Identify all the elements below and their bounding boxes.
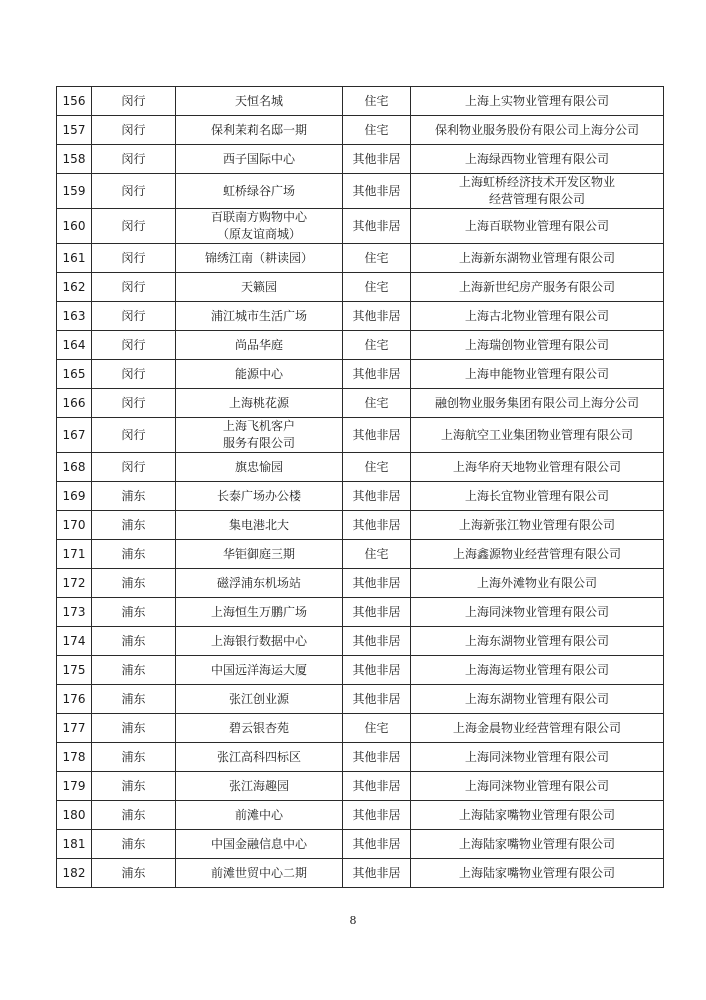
property-type-cell: 其他非居 bbox=[343, 209, 411, 244]
management-company-cell: 上海同涞物业管理有限公司 bbox=[411, 772, 664, 801]
row-number-cell: 175 bbox=[57, 656, 92, 685]
table-row bbox=[57, 174, 664, 209]
property-name-cell: 浦江城市生活广场 bbox=[176, 302, 343, 331]
district-cell: 浦东 bbox=[92, 830, 176, 859]
district-cell: 浦东 bbox=[92, 801, 176, 830]
property-type-cell: 其他非居 bbox=[343, 360, 411, 389]
row-number-cell: 181 bbox=[57, 830, 92, 859]
table-row bbox=[57, 511, 664, 540]
row-number-cell: 180 bbox=[57, 801, 92, 830]
row-number-cell: 171 bbox=[57, 540, 92, 569]
row-number-cell: 174 bbox=[57, 627, 92, 656]
management-company-cell: 上海新世纪房产服务有限公司 bbox=[411, 273, 664, 302]
row-number-cell: 163 bbox=[57, 302, 92, 331]
table-row bbox=[57, 569, 664, 598]
row-number-cell: 177 bbox=[57, 714, 92, 743]
management-company-cell: 上海航空工业集团物业管理有限公司 bbox=[411, 418, 664, 453]
property-type-cell: 其他非居 bbox=[343, 511, 411, 540]
row-number-cell: 166 bbox=[57, 389, 92, 418]
property-name-cell: 尚品华庭 bbox=[176, 331, 343, 360]
district-cell: 闵行 bbox=[92, 453, 176, 482]
property-type-cell: 住宅 bbox=[343, 244, 411, 273]
property-type-cell: 住宅 bbox=[343, 331, 411, 360]
management-company-cell: 上海同涞物业管理有限公司 bbox=[411, 743, 664, 772]
management-company-cell: 上海华府天地物业管理有限公司 bbox=[411, 453, 664, 482]
table-row bbox=[57, 87, 664, 116]
management-company-cell: 上海金晨物业经营管理有限公司 bbox=[411, 714, 664, 743]
property-name-cell: 长泰广场办公楼 bbox=[176, 482, 343, 511]
table-row bbox=[57, 145, 664, 174]
property-type-cell: 其他非居 bbox=[343, 801, 411, 830]
district-cell: 浦东 bbox=[92, 685, 176, 714]
row-number-cell: 172 bbox=[57, 569, 92, 598]
property-name-cell: 碧云银杏苑 bbox=[176, 714, 343, 743]
district-cell: 闵行 bbox=[92, 331, 176, 360]
table-row bbox=[57, 598, 664, 627]
property-name-cell: 上海银行数据中心 bbox=[176, 627, 343, 656]
property-name-cell: 上海飞机客户 服务有限公司 bbox=[176, 418, 343, 453]
district-cell: 闵行 bbox=[92, 389, 176, 418]
property-type-cell: 住宅 bbox=[343, 273, 411, 302]
row-number-cell: 162 bbox=[57, 273, 92, 302]
row-number-cell: 156 bbox=[57, 87, 92, 116]
management-company-cell: 上海海运物业管理有限公司 bbox=[411, 656, 664, 685]
table-row bbox=[57, 116, 664, 145]
table-row bbox=[57, 209, 664, 244]
district-cell: 浦东 bbox=[92, 859, 176, 888]
property-type-cell: 住宅 bbox=[343, 389, 411, 418]
management-company-cell: 上海绿西物业管理有限公司 bbox=[411, 145, 664, 174]
table-row bbox=[57, 540, 664, 569]
table-row bbox=[57, 360, 664, 389]
page-number: 8 bbox=[349, 914, 357, 927]
property-name-cell: 天恒名城 bbox=[176, 87, 343, 116]
property-name-cell: 前滩世贸中心二期 bbox=[176, 859, 343, 888]
district-cell: 闵行 bbox=[92, 302, 176, 331]
table-body bbox=[57, 87, 664, 888]
property-type-cell: 住宅 bbox=[343, 453, 411, 482]
district-cell: 浦东 bbox=[92, 714, 176, 743]
table-row bbox=[57, 482, 664, 511]
property-type-cell: 住宅 bbox=[343, 87, 411, 116]
table-row bbox=[57, 714, 664, 743]
row-number-cell: 167 bbox=[57, 418, 92, 453]
table-row bbox=[57, 656, 664, 685]
row-number-cell: 170 bbox=[57, 511, 92, 540]
property-type-cell: 其他非居 bbox=[343, 418, 411, 453]
district-cell: 闵行 bbox=[92, 174, 176, 209]
table-row bbox=[57, 331, 664, 360]
district-cell: 浦东 bbox=[92, 482, 176, 511]
management-company-cell: 融创物业服务集团有限公司上海分公司 bbox=[411, 389, 664, 418]
property-name-cell: 集电港北大 bbox=[176, 511, 343, 540]
table-row bbox=[57, 830, 664, 859]
management-company-cell: 上海新张江物业管理有限公司 bbox=[411, 511, 664, 540]
table-row bbox=[57, 418, 664, 453]
table-row bbox=[57, 743, 664, 772]
management-company-cell: 上海古北物业管理有限公司 bbox=[411, 302, 664, 331]
management-company-cell: 上海申能物业管理有限公司 bbox=[411, 360, 664, 389]
district-cell: 浦东 bbox=[92, 627, 176, 656]
property-name-cell: 天籁园 bbox=[176, 273, 343, 302]
property-type-cell: 其他非居 bbox=[343, 859, 411, 888]
property-name-cell: 磁浮浦东机场站 bbox=[176, 569, 343, 598]
table-row bbox=[57, 389, 664, 418]
property-type-cell: 其他非居 bbox=[343, 743, 411, 772]
property-type-cell: 其他非居 bbox=[343, 569, 411, 598]
table-row bbox=[57, 801, 664, 830]
property-type-cell: 其他非居 bbox=[343, 174, 411, 209]
management-company-cell: 上海陆家嘴物业管理有限公司 bbox=[411, 830, 664, 859]
row-number-cell: 159 bbox=[57, 174, 92, 209]
district-cell: 浦东 bbox=[92, 743, 176, 772]
district-cell: 浦东 bbox=[92, 569, 176, 598]
management-company-cell: 保利物业服务股份有限公司上海分公司 bbox=[411, 116, 664, 145]
district-cell: 闵行 bbox=[92, 418, 176, 453]
district-cell: 浦东 bbox=[92, 598, 176, 627]
property-type-cell: 其他非居 bbox=[343, 598, 411, 627]
district-cell: 浦东 bbox=[92, 511, 176, 540]
property-name-cell: 西子国际中心 bbox=[176, 145, 343, 174]
management-company-cell: 上海同涞物业管理有限公司 bbox=[411, 598, 664, 627]
table-row bbox=[57, 627, 664, 656]
property-name-cell: 旗忠愉园 bbox=[176, 453, 343, 482]
district-cell: 浦东 bbox=[92, 656, 176, 685]
row-number-cell: 165 bbox=[57, 360, 92, 389]
management-company-cell: 上海瑞创物业管理有限公司 bbox=[411, 331, 664, 360]
table-row bbox=[57, 302, 664, 331]
row-number-cell: 164 bbox=[57, 331, 92, 360]
property-type-cell: 其他非居 bbox=[343, 627, 411, 656]
district-cell: 浦东 bbox=[92, 772, 176, 801]
row-number-cell: 176 bbox=[57, 685, 92, 714]
district-cell: 闵行 bbox=[92, 273, 176, 302]
district-cell: 浦东 bbox=[92, 540, 176, 569]
property-name-cell: 保利茉莉名邸一期 bbox=[176, 116, 343, 145]
management-company-cell: 上海东湖物业管理有限公司 bbox=[411, 627, 664, 656]
row-number-cell: 179 bbox=[57, 772, 92, 801]
table-row bbox=[57, 453, 664, 482]
row-number-cell: 178 bbox=[57, 743, 92, 772]
property-name-cell: 张江海趣园 bbox=[176, 772, 343, 801]
management-company-cell: 上海东湖物业管理有限公司 bbox=[411, 685, 664, 714]
property-type-cell: 住宅 bbox=[343, 714, 411, 743]
row-number-cell: 160 bbox=[57, 209, 92, 244]
property-name-cell: 华钜御庭三期 bbox=[176, 540, 343, 569]
table-row bbox=[57, 859, 664, 888]
property-type-cell: 其他非居 bbox=[343, 772, 411, 801]
district-cell: 闵行 bbox=[92, 87, 176, 116]
property-type-cell: 其他非居 bbox=[343, 656, 411, 685]
property-name-cell: 前滩中心 bbox=[176, 801, 343, 830]
property-name-cell: 上海桃花源 bbox=[176, 389, 343, 418]
district-cell: 闵行 bbox=[92, 360, 176, 389]
table-row bbox=[57, 772, 664, 801]
management-company-cell: 上海陆家嘴物业管理有限公司 bbox=[411, 859, 664, 888]
management-company-cell: 上海上实物业管理有限公司 bbox=[411, 87, 664, 116]
management-company-cell: 上海百联物业管理有限公司 bbox=[411, 209, 664, 244]
district-cell: 闵行 bbox=[92, 145, 176, 174]
row-number-cell: 157 bbox=[57, 116, 92, 145]
table-row bbox=[57, 685, 664, 714]
property-type-cell: 其他非居 bbox=[343, 482, 411, 511]
table-row bbox=[57, 273, 664, 302]
property-name-cell: 中国远洋海运大厦 bbox=[176, 656, 343, 685]
management-company-cell: 上海长宜物业管理有限公司 bbox=[411, 482, 664, 511]
district-cell: 闵行 bbox=[92, 244, 176, 273]
property-type-cell: 住宅 bbox=[343, 116, 411, 145]
row-number-cell: 182 bbox=[57, 859, 92, 888]
property-name-cell: 张江创业源 bbox=[176, 685, 343, 714]
district-cell: 闵行 bbox=[92, 116, 176, 145]
row-number-cell: 173 bbox=[57, 598, 92, 627]
row-number-cell: 169 bbox=[57, 482, 92, 511]
district-cell: 闵行 bbox=[92, 209, 176, 244]
property-list-table bbox=[56, 86, 664, 888]
property-type-cell: 其他非居 bbox=[343, 145, 411, 174]
row-number-cell: 158 bbox=[57, 145, 92, 174]
management-company-cell: 上海新东湖物业管理有限公司 bbox=[411, 244, 664, 273]
row-number-cell: 161 bbox=[57, 244, 92, 273]
table-row bbox=[57, 244, 664, 273]
management-company-cell: 上海陆家嘴物业管理有限公司 bbox=[411, 801, 664, 830]
property-name-cell: 能源中心 bbox=[176, 360, 343, 389]
management-company-cell: 上海外滩物业有限公司 bbox=[411, 569, 664, 598]
property-name-cell: 张江高科四标区 bbox=[176, 743, 343, 772]
management-company-cell: 上海虹桥经济技术开发区物业 经营管理有限公司 bbox=[411, 174, 664, 209]
property-type-cell: 其他非居 bbox=[343, 830, 411, 859]
property-type-cell: 住宅 bbox=[343, 540, 411, 569]
property-name-cell: 虹桥绿谷广场 bbox=[176, 174, 343, 209]
property-type-cell: 其他非居 bbox=[343, 685, 411, 714]
property-name-cell: 百联南方购物中心 （原友谊商城） bbox=[176, 209, 343, 244]
row-number-cell: 168 bbox=[57, 453, 92, 482]
property-name-cell: 上海恒生万鹏广场 bbox=[176, 598, 343, 627]
property-name-cell: 中国金融信息中心 bbox=[176, 830, 343, 859]
property-type-cell: 其他非居 bbox=[343, 302, 411, 331]
property-name-cell: 锦绣江南（耕读园） bbox=[176, 244, 343, 273]
management-company-cell: 上海鑫源物业经营管理有限公司 bbox=[411, 540, 664, 569]
